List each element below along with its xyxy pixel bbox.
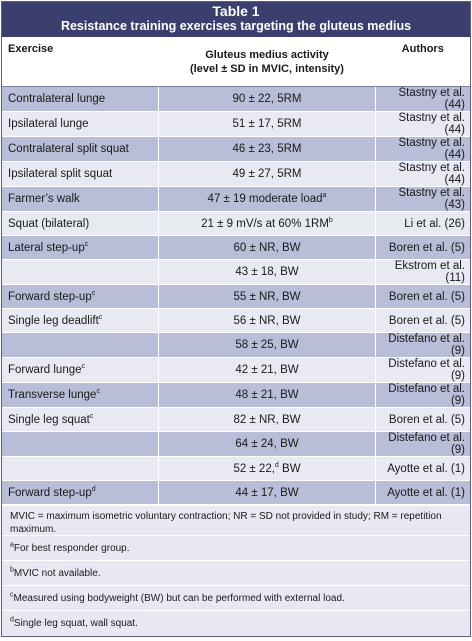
cell-authors: Boren et al. (5) [376,285,471,309]
cell-authors: Boren et al. (5) [376,408,471,432]
table-notes [2,505,470,635]
cell-authors: Distefano et al. (9) [376,383,471,408]
cell-exercise [2,260,159,285]
table-row [2,162,470,187]
cell-exercise [2,457,159,481]
cell-activity: 82 ± NR, BW [159,408,376,432]
cell-activity: 46 ± 23, 5RM [159,137,376,162]
table-row [2,260,470,285]
table-title: Table 1 [212,3,260,19]
cell-authors: Ayotte et al. (1) [376,481,471,505]
cell-authors: Distefano et al. (9) [376,432,471,457]
footnote-item: $^c$Measured using bodyweight (BW) but can be performed with external load. [2,585,470,610]
header-exercise: Exercise [2,37,159,87]
table-subtitle: Resistance training exercises targeting the gluteus medius [60,19,412,33]
cell-activity: 48 ± 21, BW [159,383,376,408]
cell-exercise: Forward step-$up^c$ [2,285,159,309]
table-row [2,112,470,137]
cell-activity: 42 ± 21, BW [159,358,376,383]
header-activity [159,37,376,87]
cell-activity: 43 ± 18, BW [159,260,376,285]
cell-authors: Distefano et al. (9) [376,333,471,358]
cell-exercise: Single leg squat$^c$ [2,408,159,432]
table-row [2,333,470,358]
cell-exercise: Forward lunge$^c$ [2,358,159,383]
cell-exercise: Ipsilateral lunge [2,112,159,137]
cell-exercise: Ipsilateral split squat [2,162,159,187]
cell-activity: 21 ± 9 mV/s at 60% $1RM^b$ [159,212,376,236]
cell-exercise: Contralateral lunge [2,87,159,112]
cell-authors: Stastny et al. (44) [376,162,471,187]
cell-authors: Distefano et al. (9) [376,358,471,383]
cell-activity: 52 ± 22,$^d$ BW [159,457,376,481]
cell-activity: 51 ± 17, 5RM [159,112,376,137]
cell-activity: 44 ± 17, BW [159,481,376,505]
cell-exercise [2,432,159,457]
cell-authors: Stastny et al. (44) [376,137,471,162]
table-row [2,481,470,505]
abbreviation-note: MVIC = maximum isometric voluntary contraction; NR = SD not provided in study; RM = repetition maximum. [2,505,470,535]
table-row [2,137,470,162]
table-row [2,309,470,333]
header-authors: Authors [376,37,471,87]
cell-authors: Stastny et al. (44) [376,112,471,137]
cell-exercise: Lateral step-$up^c$ [2,236,159,260]
footnote-item: $^b$MVIC not available. [2,560,470,585]
table-row [2,285,470,309]
table-row [2,432,470,457]
cell-exercise: Transverse lunge$^c$ [2,383,159,408]
footnote-item: $^a$For best responder group. [2,535,470,560]
table-row [2,87,470,112]
cell-activity: 60 ± NR, BW [159,236,376,260]
table-title-bar [2,2,470,37]
cell-activity: 47 ± 19 moderate load$^a$ [159,187,376,212]
cell-authors: Ekstrom et al. (11) [376,260,471,285]
cell-exercise: Contralateral split squat [2,137,159,162]
cell-activity: 55 ± NR, BW [159,285,376,309]
exercise-table [2,37,470,505]
cell-authors: Boren et al. (5) [376,236,471,260]
table-row [2,457,470,481]
cell-exercise: Squat (bilateral) [2,212,159,236]
table-row [2,212,470,236]
cell-exercise [2,333,159,358]
cell-authors: Stastny et al. (43) [376,187,471,212]
cell-activity: 64 ± 24, BW [159,432,376,457]
table-row [2,358,470,383]
table-row [2,408,470,432]
cell-exercise: Forward step-$up^d$ [2,481,159,505]
cell-authors: Boren et al. (5) [376,309,471,333]
cell-activity: 58 ± 25, BW [159,333,376,358]
table-row [2,236,470,260]
table-document [1,1,471,637]
cell-authors: Stastny et al. (44) [376,87,471,112]
cell-exercise: Single leg deadlift$^c$ [2,309,159,333]
cell-activity: 49 ± 27, 5RM [159,162,376,187]
cell-authors: Ayotte et al. (1) [376,457,471,481]
footnote-item: $^d$Single leg squat, wall squat. [2,610,470,635]
footnote-list [2,535,470,635]
header-activity-line2: (level ± SD in MVIC, intensity) [190,62,344,75]
table-row [2,383,470,408]
cell-exercise: Farmer’s walk [2,187,159,212]
table-row [2,187,470,212]
table-header-row [2,37,470,87]
cell-activity: 90 ± 22, 5RM [159,87,376,112]
cell-authors: Li et al. (26) [376,212,471,236]
cell-activity: 56 ± NR, BW [159,309,376,333]
table-body [2,87,470,505]
header-activity-line1: Gluteus medius activity [205,48,329,61]
